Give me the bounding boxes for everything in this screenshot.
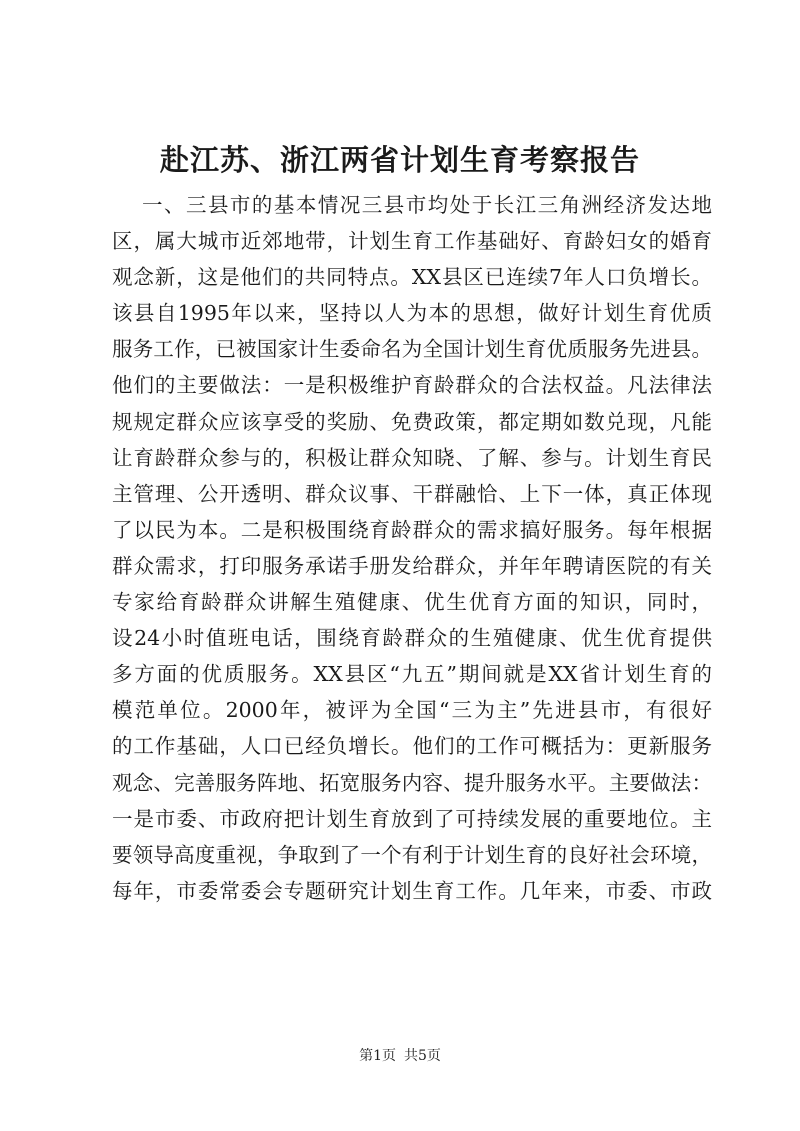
page-number-current: 第1页 xyxy=(359,1048,396,1064)
text-line: 观念新，这是他们的共同特点。XX县区已连续7年人口负增长。 xyxy=(112,265,712,290)
text-line: 观念、完善服务阵地、拓宽服务内容、提升服务水平。主要做法： xyxy=(112,770,712,795)
text-line: 专家给育龄群众讲解生殖健康、优生优育方面的知识，同时， xyxy=(112,590,712,615)
text-line: 他们的主要做法：一是积极维护育龄群众的合法权益。凡法律法 xyxy=(112,373,712,398)
text-line: 模范单位。2000年，被评为全国“三为主”先进县市，有很好 xyxy=(112,698,712,723)
text-line: 区，属大城市近郊地带，计划生育工作基础好、育龄妇女的婚育 xyxy=(112,229,712,254)
page-footer xyxy=(0,1046,800,1066)
text-line: 每年，市委常委会专题研究计划生育工作。几年来，市委、市政 xyxy=(112,878,712,903)
text-line: 多方面的优质服务。XX县区“九五”期间就是XX省计划生育的 xyxy=(112,662,712,687)
text-line: 服务工作，已被国家计生委命名为全国计划生育优质服务先进县。 xyxy=(112,337,712,362)
text-line: 要领导高度重视，争取到了一个有利于计划生育的良好社会环境， xyxy=(112,842,712,867)
document-title: 赴江苏、浙江两省计划生育考察报告 xyxy=(159,143,640,177)
text-line: 设24小时值班电话，围绕育龄群众的生殖健康、优生优育提供 xyxy=(112,626,712,651)
text-line: 一是市委、市政府把计划生育放到了可持续发展的重要地位。主 xyxy=(112,806,712,831)
text-line: 的工作基础，人口已经负增长。他们的工作可概括为：更新服务 xyxy=(112,734,712,759)
text-line: 群众需求，打印服务承诺手册发给群众，并年年聘请医院的有关 xyxy=(112,553,712,578)
text-line: 了以民为本。二是积极围绕育龄群众的需求搞好服务。每年根据 xyxy=(112,517,712,542)
text-line: 让育龄群众参与的，积极让群众知晓、了解、参与。计划生育民 xyxy=(112,445,712,470)
text-line: 该县自1995年以来，坚持以人为本的思想，做好计划生育优质 xyxy=(112,301,712,326)
text-line: 一、三县市的基本情况三县市均处于长江三角洲经济发达地 xyxy=(142,193,712,217)
text-line: 主管理、公开透明、群众议事、干群融恰、上下一体，真正体现 xyxy=(112,481,712,506)
text-line: 规规定群众应该享受的奖励、免费政策，都定期如数兑现，凡能 xyxy=(112,409,712,434)
document-body xyxy=(112,187,712,909)
page-number-total: 共5页 xyxy=(404,1048,441,1064)
